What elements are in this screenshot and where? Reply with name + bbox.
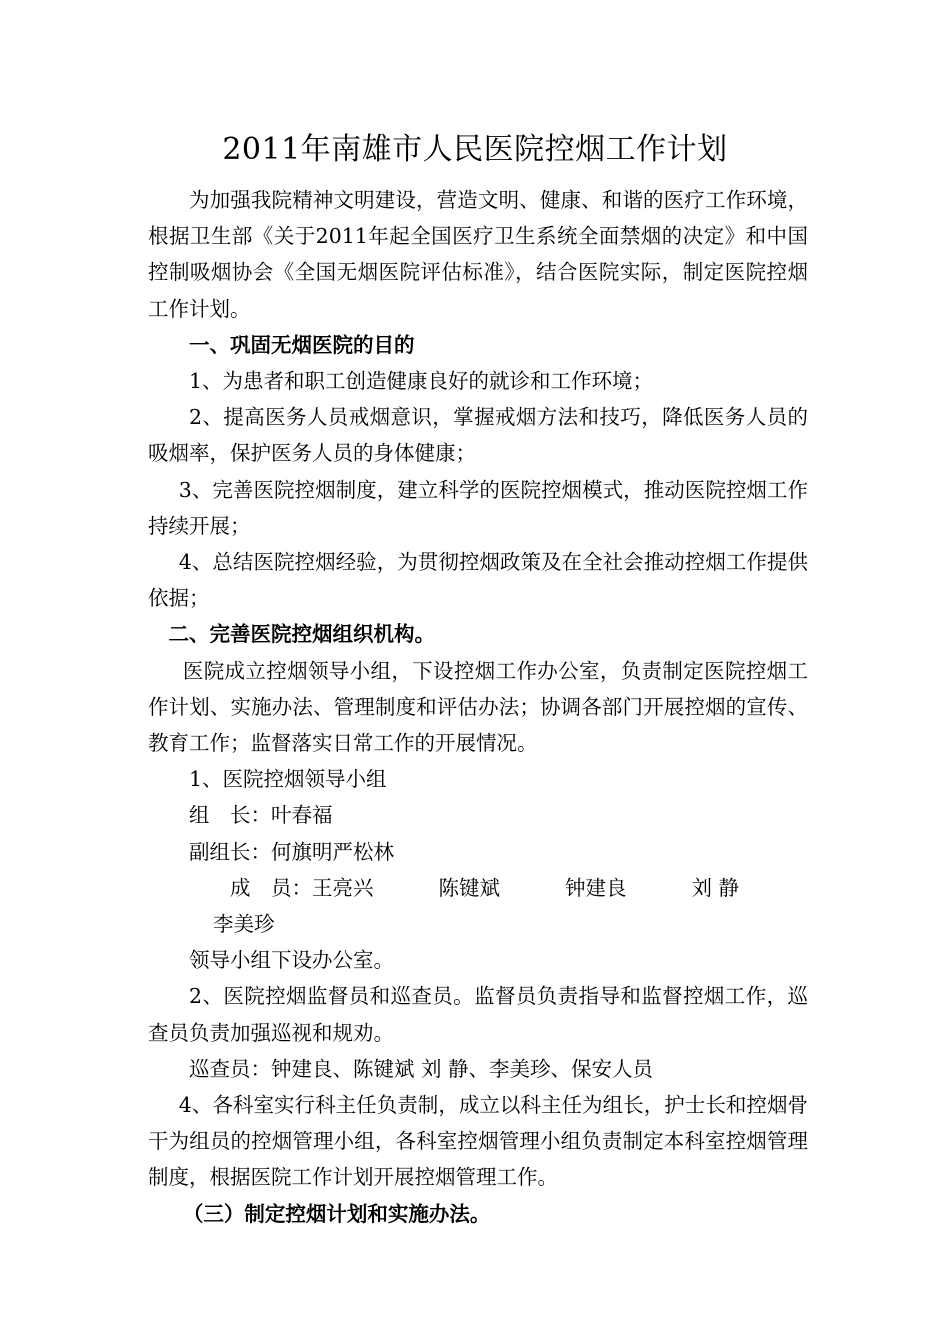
- document-body: [148, 182, 808, 1232]
- deputy-leader-line: 副组长：何旗明严松林: [189, 839, 394, 864]
- goal-item-4: 4、总结医院控烟经验，为贯彻控烟政策及在全社会推动控烟工作提供依据；: [148, 550, 808, 611]
- goal-item-2: 2、提高医务人员戒烟意识，掌握戒烟方法和技巧，降低医务人员的吸烟率，保护医务人员的身体健康；: [148, 405, 808, 466]
- member-name: 陈键斌: [438, 875, 500, 900]
- subsection-department-responsibility: 4、各科室实行科主任负责制，成立以科主任为组长，护士长和控烟骨干为组员的控烟管理小组，各科室控烟管理小组负责制定本科室控烟管理制度，根据医院工作计划开展控烟管理工作。: [148, 1093, 808, 1190]
- office-line: 领导小组下设办公室。: [189, 948, 394, 973]
- intro-paragraph: 为加强我院精神文明建设，营造文明、健康、和谐的医疗工作环境，根据卫生部《关于2011年起全国医疗卫生系统全面禁烟的决定》和中国控制吸烟协会《全国无烟医院评估标准》，结合医院实际，制定医院控烟工作计划。: [148, 188, 808, 321]
- member-name: 钟建良: [565, 875, 627, 900]
- members-line: [148, 870, 808, 942]
- group-leader-line: 组 长：叶春福: [189, 803, 333, 828]
- section-heading-3: （三）制定控烟计划和实施办法。: [182, 1201, 491, 1226]
- goal-item-3: 3、完善医院控烟制度，建立科学的医院控烟模式，推动医院控烟工作持续开展；: [148, 477, 808, 538]
- member-name: 李美珍: [213, 912, 275, 937]
- subsection-leadership-group: 1、医院控烟领导小组: [189, 767, 387, 792]
- member-name: 刘 静: [691, 875, 740, 900]
- goal-item-1: 1、为患者和职工创造健康良好的就诊和工作环境；: [189, 369, 654, 394]
- organization-paragraph: 医院成立控烟领导小组，下设控烟工作办公室，负责制定医院控烟工作计划、实施办法、管理制度和评估办法；协调各部门开展控烟的宣传、教育工作；监督落实日常工作的开展情况。: [148, 658, 808, 756]
- subsection-supervisors: 2、医院控烟监督员和巡查员。监督员负责指导和监督控烟工作，巡查员负责加强巡视和规劝。: [148, 984, 808, 1045]
- section-heading-2: 二、完善医院控烟组织机构。: [168, 622, 435, 647]
- patrol-members-line: 巡查员：钟建良、陈键斌 刘 静、李美珍、保安人员: [189, 1056, 654, 1081]
- document-title: 2011年南雄市人民医院控烟工作计划: [222, 132, 728, 167]
- section-heading-1: 一、巩固无烟医院的目的: [189, 332, 415, 357]
- members-label: 成 员：王亮兴: [230, 875, 374, 900]
